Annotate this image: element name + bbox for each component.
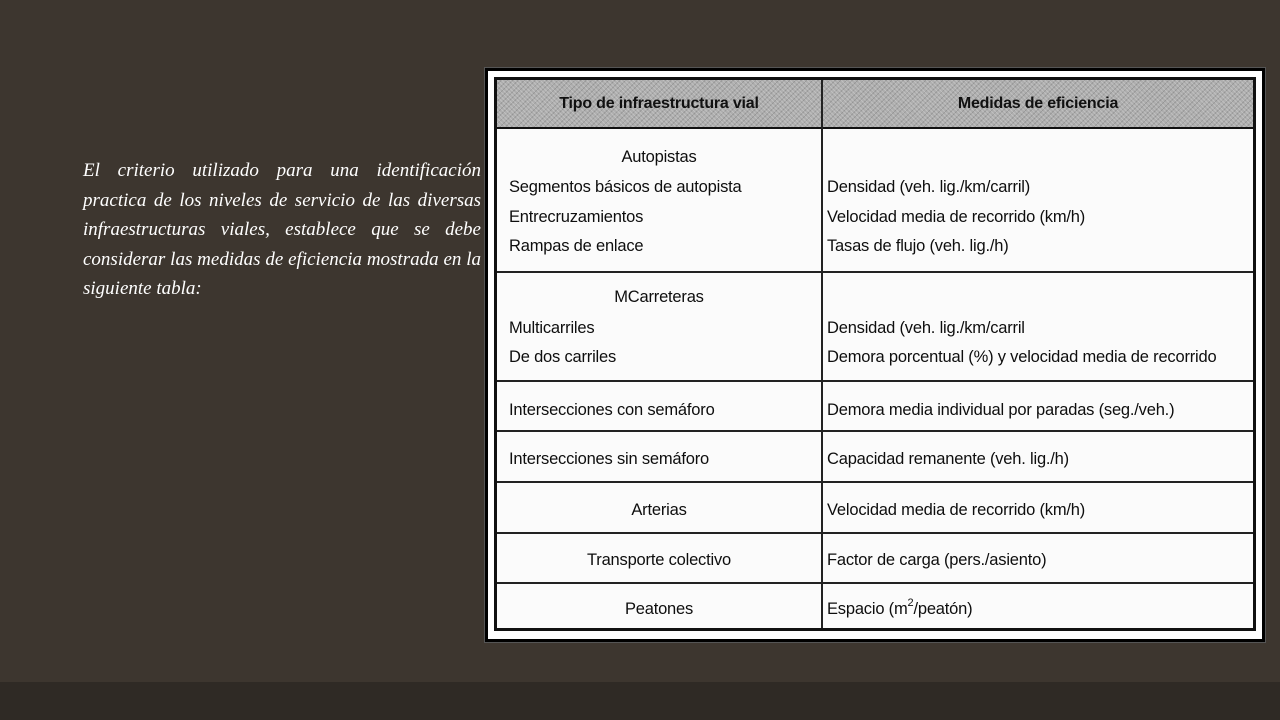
row-type: Transporte colectivo bbox=[587, 551, 731, 569]
measure-suffix: /peatón) bbox=[913, 600, 973, 618]
row-type: Intersecciones con semáforo bbox=[509, 401, 715, 419]
row-type: Arterias bbox=[631, 501, 687, 519]
row-divider bbox=[497, 380, 1253, 382]
table-header bbox=[497, 80, 1253, 129]
header-infrastructure-type: Tipo de infraestructura vial bbox=[559, 95, 759, 112]
row-divider bbox=[497, 582, 1253, 584]
row-divider bbox=[497, 532, 1253, 534]
row-measure: Capacidad remanente (veh. lig./h) bbox=[827, 450, 1069, 468]
group-measure: Tasas de flujo (veh. lig./h) bbox=[827, 237, 1009, 255]
row-measure: Factor de carga (pers./asiento) bbox=[827, 551, 1047, 569]
measure-prefix: Espacio (m bbox=[827, 600, 908, 618]
row-measure: Demora media individual por paradas (seg./veh.) bbox=[827, 401, 1175, 419]
column-divider bbox=[821, 80, 823, 628]
measure-superscript: 2 bbox=[907, 597, 914, 609]
intro-paragraph: El criterio utilizado para una identificación practica de los niveles de servicio de las diversas infraestructuras viales, establece que se debe considerar las medidas de eficiencia mostrada en la siguiente tabla: bbox=[83, 160, 481, 299]
group-item: Rampas de enlace bbox=[509, 237, 644, 255]
efficiency-table bbox=[494, 77, 1256, 631]
header-efficiency-measures: Medidas de eficiencia bbox=[957, 95, 1119, 112]
group-measure: Velocidad media de recorrido (km/h) bbox=[827, 208, 1086, 226]
group-item: Segmentos básicos de autopista bbox=[509, 178, 742, 196]
group-item: De dos carriles bbox=[509, 348, 617, 366]
row-type: Intersecciones sin semáforo bbox=[509, 450, 710, 468]
group-measure: Densidad (veh. lig./km/carril bbox=[827, 319, 1025, 337]
row-divider bbox=[497, 430, 1253, 432]
bottom-band bbox=[0, 682, 1280, 720]
group-measure: Demora porcentual (%) y velocidad media de recorrido bbox=[827, 348, 1217, 366]
row-divider bbox=[497, 481, 1253, 483]
group-item: Multicarriles bbox=[509, 319, 595, 337]
group-item: Entrecruzamientos bbox=[509, 208, 644, 226]
row-measure: Velocidad media de recorrido (km/h) bbox=[827, 501, 1086, 519]
row-type: Peatones bbox=[624, 600, 694, 618]
group-title-autopistas: Autopistas bbox=[621, 148, 697, 166]
group-measure: Densidad (veh. lig./km/carril) bbox=[827, 178, 1031, 196]
group-title-carreteras: MCarreteras bbox=[614, 288, 704, 306]
row-divider bbox=[497, 271, 1253, 273]
row-measure-espacio bbox=[827, 597, 973, 619]
table-figure bbox=[485, 68, 1265, 642]
